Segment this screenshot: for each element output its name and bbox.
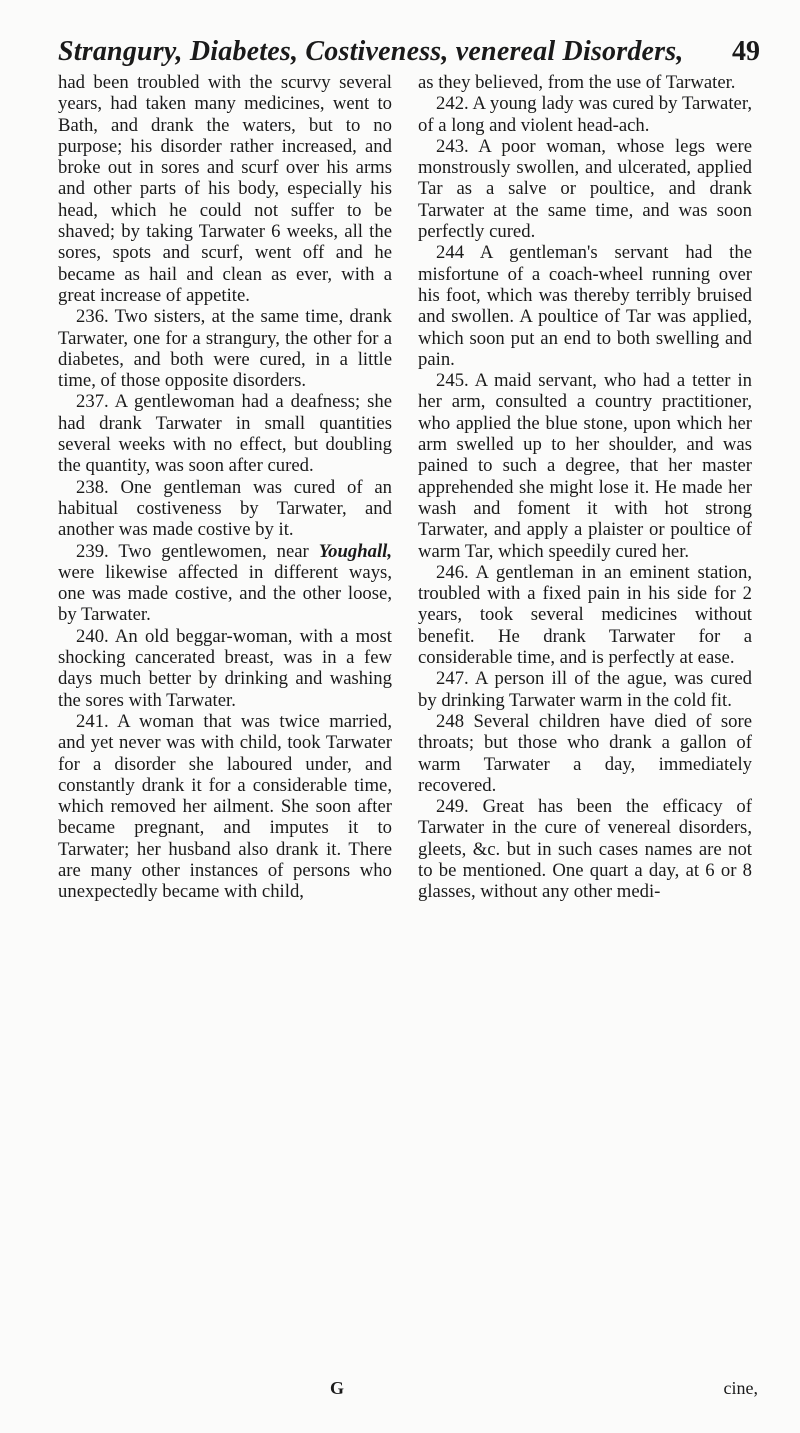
paragraph-247: 247. A person ill of the ague, was cured by drinking Tarwater warm in the cold fit. — [418, 668, 752, 711]
running-title: Strangury, Diabetes, Costiveness, venereal Disorders, — [58, 36, 684, 67]
paragraph-237: 237. A gentlewoman had a deafness; she had drank Tarwater in small quantities several weeks with no effect, but doubling the quantity, was soon after cured. — [58, 391, 392, 477]
paragraph-continued-right: as they believed, from the use of Tarwater. — [418, 72, 736, 93]
paragraph-248: 248 Several children have died of sore throats; but those who drank a gallon of warm Tarwater a day, immediately recovered. — [418, 710, 752, 796]
paragraph-240: 240. An old beggar-woman, with a most shocking cancerated breast, was in a few days much better by drinking and washing the sores with Tarwater. — [58, 625, 392, 711]
paragraph-239 — [58, 541, 392, 626]
page-footer — [58, 1378, 758, 1408]
paragraph-236: 236. Two sisters, at the same time, drank Tarwater, one for a strangury, the other for a diabetes, and both were cured, in a little time, of those opposite disorders. — [58, 306, 392, 392]
running-head — [58, 28, 760, 72]
right-column — [418, 72, 752, 903]
signature-mark: G — [330, 1378, 345, 1398]
paragraph-239-end: were likewise affected in different ways, one was made costive, and the other loose, by Tarwater. — [58, 561, 392, 626]
paragraph-245: 245. A maid servant, who had a tetter in her arm, consulted a country practitioner, who applied the blue stone, upon which her arm swelled up to her shoulder, and was pained to such a degree, that her master apprehended she might lose it. He made her wash and foment it with hot strong Tarwater, and apply a plaister or poultice of warm Tar, which speedily cured her. — [418, 370, 752, 562]
catchword: cine, — [723, 1378, 758, 1398]
paragraph-249: 249. Great has been the efficacy of Tarwater in the cure of venereal disorders, gleets, &c. but in such cases names are not to be mentioned. One quart a day, at 6 or 8 glasses, without any other medi- — [418, 796, 752, 903]
paragraph-239-start: 239. Two gentlewomen, near — [76, 540, 319, 562]
paragraph-241: 241. A woman that was twice married, and yet never was with child, took Tarwater for a disorder she laboured under, and constantly drank it for a considerable time, which removed her ailment. She soon after became pregnant, and imputes it to Tarwater; her husband also drank it. There are many other instances of persons who unexpectedly became with child, — [58, 710, 392, 903]
paragraph-continued: had been troubled with the scurvy several years, had taken many medicines, went to Bath, and drank the waters, but to no purpose; his disorder rather increased, and broke out in sores and scurf over his arms and other parts of his body, especially his head, which he could not suffer to be shaved; by taking Tarwater 6 weeks, all the sores, spots and scurf, went off and he became as hail and clean as ever, with a great increase of appetite. — [58, 72, 392, 306]
paragraph-242: 242. A young lady was cured by Tarwater, of a long and violent head-ach. — [418, 93, 752, 136]
paragraph-243: 243. A poor woman, whose legs were monstrously swollen, and ulcerated, applied Tar as a salve or poultice, and drank Tarwater at the same time, and was soon perfectly cured. — [418, 135, 752, 243]
place-name-youghall: Youghall, — [318, 540, 392, 562]
left-column — [58, 72, 392, 903]
paragraph-246: 246. A gentleman in an eminent station, troubled with a fixed pain in his side for 2 years, took several medicines without benefit. He drank Tarwater for a considerable time, and is perfectly at ease. — [418, 561, 752, 669]
page-number: 49 — [732, 36, 760, 67]
paragraph-238: 238. One gentleman was cured of an habitual costiveness by Tarwater, and another was made costive by it. — [58, 476, 392, 541]
text-columns — [58, 72, 758, 1382]
paragraph-244: 244 A gentleman's servant had the misfortune of a coach-wheel running over his foot, which was thereby terribly bruised and swollen. A poultice of Tar was applied, which soon put an end to both swelling and pain. — [418, 242, 752, 370]
